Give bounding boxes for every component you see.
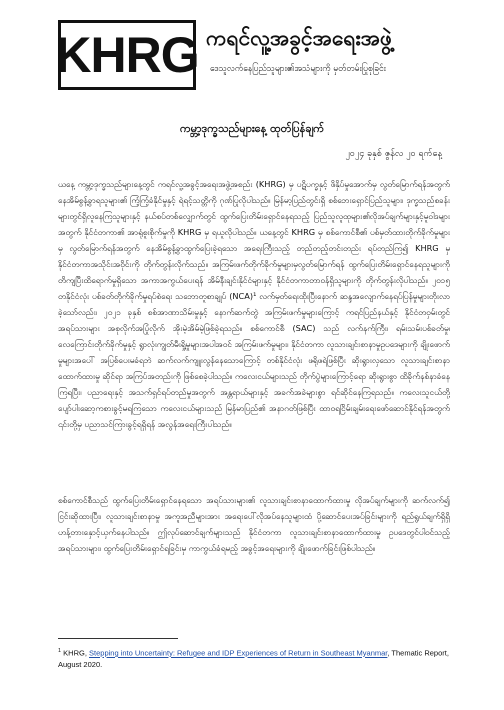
khrg-logo — [55, 20, 199, 90]
footnote-divider — [58, 638, 178, 639]
logo-text: KHRG — [55, 27, 199, 83]
footnote-marker: 1 — [58, 648, 62, 654]
body-paragraph-2: စစ်ကောင်စီသည် ထွက်ပြေးတိမ်းရှောင်နေရသော အရပ်သားများ၏ လူသားချင်းစာနာထောက်ထားမှု လိုအပ်ချက်များကို ဆက်လက်၍ ငြင်းဆိုထားပြီး၊ လူသားချင်းစာနာမှု အကူအညီများအား အရေးပေါ်လိုအပ်နေသူများထံ ပို့ဆောင်ပေးအပ်ခြင်းများကို ရည်ရွယ်ချက်ရှိရှိ ဟန့်တားနှောင့်ယှက်နေပါသည်။ ဤလုပ်ဆောင်ချက်များသည် နိုင်ငံတကာ လူသားချင်းစာနာထောက်ထားမှု ဥပဒေတွင်ပါဝင်သည့် အရပ်သားများ၊ ထွက်ပြေးတိမ်းရှောင်ရခြင်းမှ ကာကွယ်ခံရမည့် အခွင့်အရေးများကို ချိုးဖောက်ခြင်းဖြစ်ပါသည်။ — [58, 495, 450, 553]
footnote — [58, 646, 450, 670]
footnote-prefix: KHRG, — [63, 648, 87, 658]
organization-tagline: ဒေသူလက်နေပြည်သူများ၏အသံများကို မှတ်တမ်းပြုစုခြင်း — [210, 64, 386, 74]
footnote-report-link[interactable]: Stepping into Uncertainty: Refugee and IDP Experiences of Return in Southeast Myanmar — [89, 648, 388, 658]
body-paragraph-1: ယနေ့ ကမ္ဘာ့ဒုက္ခသည်များနေ့တွင် ကရင်လူ့အခွင့်အရေးအဖွဲ့အစည်း (KHRG) မှ ပဋိပက္ခနှင့် ဖိနှိပ်မှုအောက်မှ လွတ်မြောက်ရန်အတွက် နေအိမ်စွန့်ခွာရသူများ၏ ကြံ့ကြံ့ခံနိုင်မှုနှင့် ရဲရင့်သတ္တိကို ဂုဏ်ပြုလိုပါသည်။ မြန်မာ့ပြည်တွင်းရှိ စစ်ဘေးရှောင်ပြည်သူများ၊ ဒုက္ခသည်စခန်းများတွင်ရှိလူနေကြသူများနှင့် နယ်စပ်တစ်လျှောက်တွင် ထွက်ပြေးတိမ်းရှောင်နေရသည့် ပြည်သူလူထုများ၏လိုအပ်ချက်များနှင့်မူဝါဒများအတွက် နိုင်ငံတကာ၏ အာရုံစူးစိုက်မှုကို KHRG မှ ရယူလိုပါသည်။ ယနေ့တွင် KHRG မှ စစ်ကောင်စီ၏ ပစ်မှတ်ထားတိုက်ခိုက်မှုများမှ လွတ်မြောက်ရန်အတွက် နေအိမ်စွန့်ခွာထွက်ပြေးခဲ့ရသော အရေးကြီးသည့် တည်တည့်တင်းတည်း ရပ်တည်ကြ၍ KHRG မှ နိုင်ငံတကာအသိုင်းအဝိုင်းကို တိုက်တွန်းလိုက်သည်။ အကြမ်းဖက်တိုက်ခိုက်မှုများမှလွတ်မြောက်ရန် ထွက်ပြေးတိမ်းရှောင်နေရသူများကို တိကျပြီးထိရောက်မှုရှိသော အကာအကွယ်ပေးရန် အိမ်နီးချင်းနိုင်ငံများနှင့် နိုင်ငံတကာတာဝန်ရှိသူများကို တိုက်တွန်းလိုပါသည်။ ၂၀၁၅ တနိုင်ငံလုံး ပစ်ခတ်တိုက်ခိုက်မှုရပ်စဲရေး သဘောတူစာချုပ် (NCA)¹ လက်မှတ်ရေးထိုးပြီးနောက် ဆန္ဒအလျောက်နေရပ်ပြန်မှုများတိုးလာခဲ့သော်လည်း၊ ၂၀၂၁ ခုနှစ် စစ်အာဏာသိမ်းမှုနှင့် နောက်ဆက်တွဲ အကြမ်းဖက်မှုများကြောင့် ကရင်ပြည်နယ်နှင့် နိုင်ငံတဝှမ်းတွင် အရပ်သားများ အစုလိုက်အပြုံလိုက် အိုးမဲ့အိမ်မဲ့ဖြစ်ခဲ့ရသည်။ စစ်ကောင်စီ (SAC) သည် လက်နက်ကြီး၊ ရမ်းသမ်းပစ်ခတ်မှု၊ လေကြောင်းတိုက်ခိုက်မှုနှင့် ရွာလုံးကျွတ်မီးရှို့မှုများအပါအဝင် အကြမ်းဖက်မှုများ၊ နိုင်ငံတကာ လူသားချင်းစာနာမှုဥပဒေများကို ချိုးဖောက်မှုများအပေါ် အပြစ်ပေးမခံရဘဲ ဆက်လက်ကျူးလွန်နေသောကြောင့် တစ်နိုင်ငံလုံး ဖရိုဖရဲဖြစ်ပြီး ဆိုးရွားလှသော လူသားချင်းစာနာထောက်ထားမှု ဆိုင်ရာ အကြပ်အတည်းကို ဖြစ်စေခဲ့ပါသည်။ ကလေးငယ်များသည် တိုက်ပွဲများကြောင့်ရော ဆိုးရွားစွာ ထိခိုက်နစ်နာခံနေကြရပြီး၊ ပညာရေးနှင့် အသက်ရှင်ရပ်တည်မှုအတွက် အန္တရာယ်များနှင့် အခက်အခဲများစွာ ရင်ဆိုင်နေကြရသည်။ ကလေးသူငယ်တို့ ပျော်ပါးဆော့ကစားခွင့်မရကြသော ကလေးငယ်များသည် မြန်မာပြည်၏ အနာဂတ်ဖြစ်ပြီး ထာဝရငြိမ်းချမ်းရေးဖော်ဆောင်နိုင်ရန်အတွက် ၎င်းတို့မှ ပညာသင်ကြားခွင့်ရရှိရန် အလွန်အရေးကြီးပါသည်။ — [58, 179, 450, 429]
page-header — [55, 20, 458, 90]
document-date: ၂၀၂၄ ခုနှစ် ဇွန်လ ၂၀ ရက်နေ့ — [345, 149, 442, 159]
document-title: ကမ္ဘာ့ဒုက္ခသည်များနေ့ ထုတ်ပြန်ချက် — [179, 122, 325, 135]
organization-name: ကရင်လူ့အခွင့်အရေးအဖွဲ့ — [206, 26, 393, 50]
footnote-suffix: , Thematic Report, August 2020. — [58, 648, 449, 669]
